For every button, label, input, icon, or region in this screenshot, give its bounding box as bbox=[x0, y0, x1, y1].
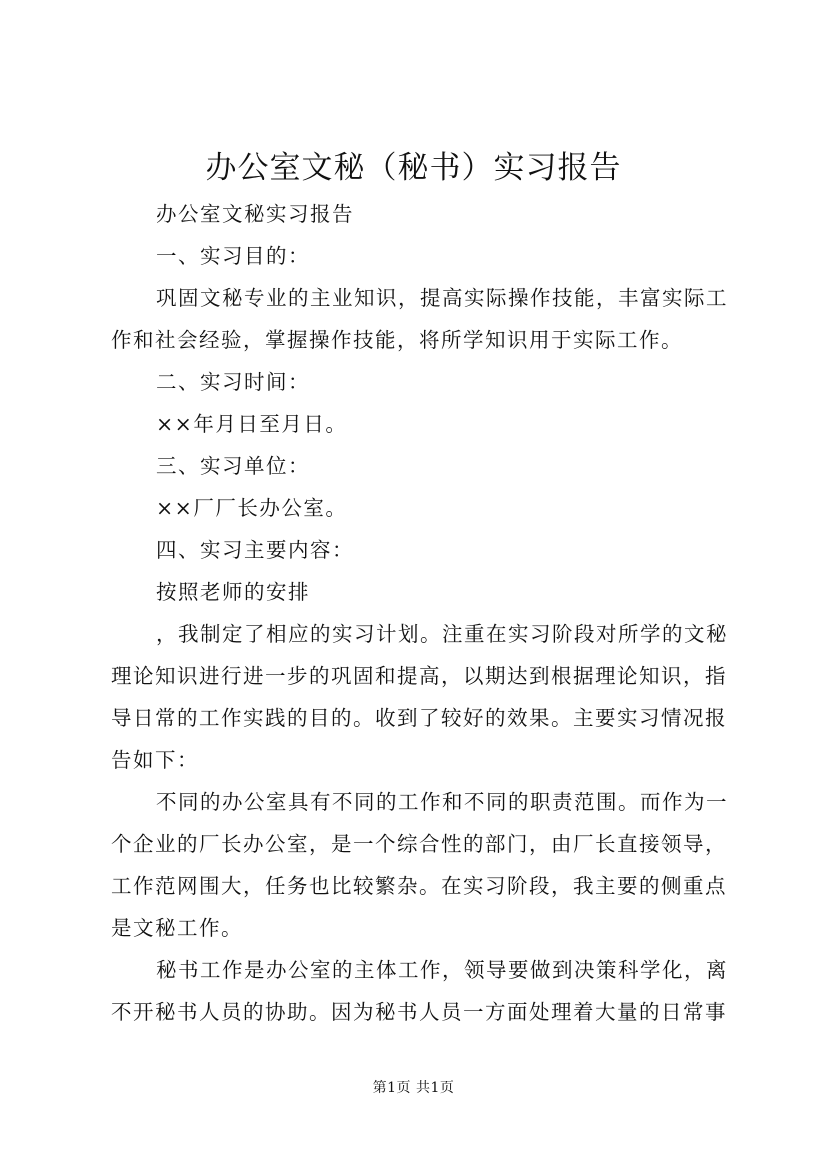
section-heading: 四、实习主要内容： bbox=[156, 538, 354, 562]
document-body bbox=[111, 193, 728, 1033]
paragraph-line: ××年月日至月日。 bbox=[156, 412, 348, 436]
paragraph-line: ××厂厂长办公室。 bbox=[156, 496, 348, 520]
section-heading: 二、实习时间： bbox=[156, 370, 310, 394]
page-number-footer: 第1页 共1页 bbox=[372, 1080, 455, 1096]
paragraph-line: 是文秘工作。 bbox=[111, 916, 243, 940]
paragraph-line: 工作范网围大，任务也比较繁杂。在实习阶段，我主要的侧重点 bbox=[111, 874, 727, 898]
paragraph-line: 导日常的工作实践的目的。收到了较好的效果。主要实习情况报 bbox=[111, 706, 727, 730]
paragraph-line: 不同的办公室具有不同的工作和不同的职责范围。而作为一 bbox=[156, 790, 728, 814]
paragraph-line: 告如下： bbox=[111, 748, 199, 772]
paragraph-line: 个企业的厂长办公室，是一个综合性的部门，由厂长直接领导， bbox=[111, 832, 727, 856]
paragraph-line: 作和社会经验，掌握操作技能，将所学知识用于实际工作。 bbox=[111, 328, 683, 352]
document-title: 办公室文秘（秘书）实习报告 bbox=[205, 150, 622, 186]
paragraph-line: 不开秘书人员的协助。因为秘书人员一方面处理着大量的日常事 bbox=[111, 1000, 727, 1024]
paragraph-line: 办公室文秘实习报告 bbox=[156, 202, 354, 226]
paragraph-line: 理论知识进行进一步的巩固和提高，以期达到根据理论知识，指 bbox=[111, 664, 727, 688]
paragraph-line: 按照老师的安排 bbox=[156, 580, 310, 604]
paragraph-line: 巩固文秘专业的主业知识，提高实际操作技能，丰富实际工 bbox=[156, 286, 728, 310]
paragraph-line: 秘书工作是办公室的主体工作，领导要做到决策科学化，离 bbox=[156, 958, 728, 982]
paragraph-line: ，我制定了相应的实习计划。注重在实习阶段对所学的文秘 bbox=[156, 622, 728, 646]
section-heading: 三、实习单位： bbox=[156, 454, 310, 478]
section-heading: 一、实习目的： bbox=[156, 244, 310, 268]
